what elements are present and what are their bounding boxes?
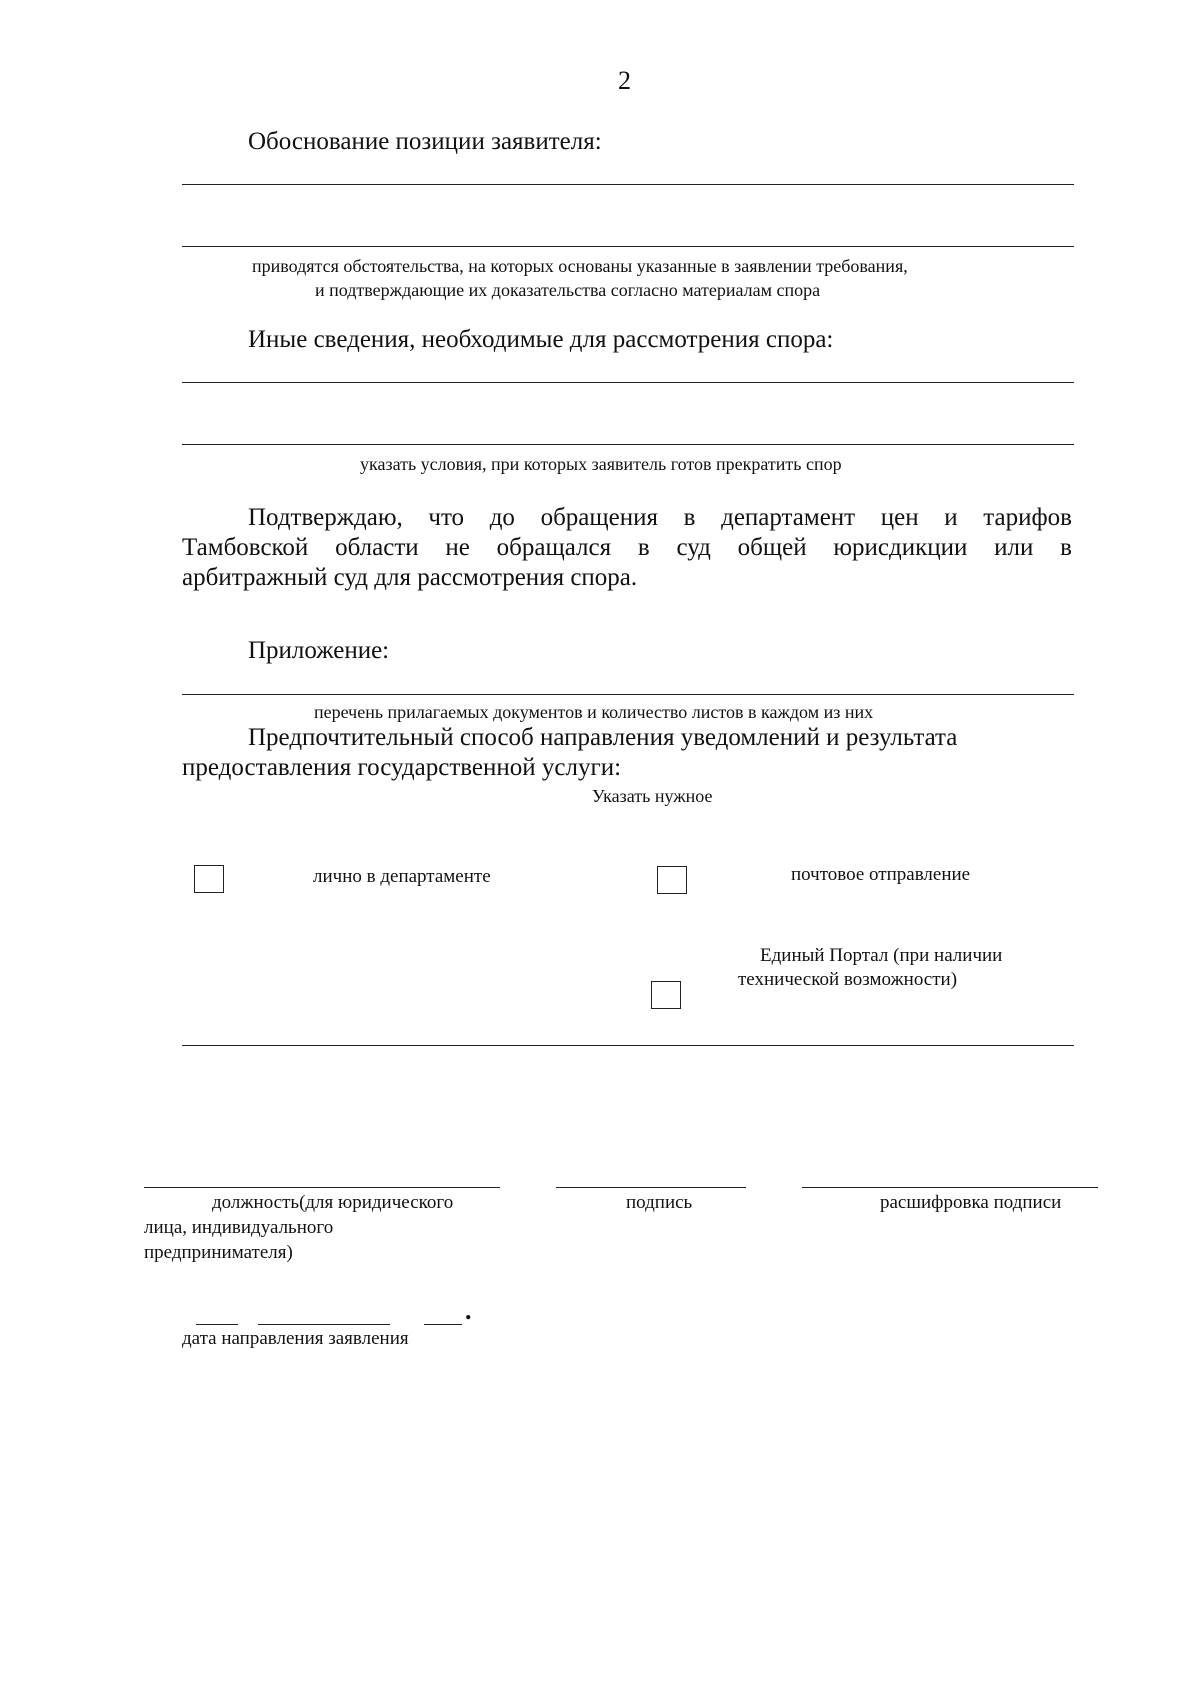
justification-heading: Обоснование позиции заявителя:: [248, 128, 602, 155]
position-label-line-2: лица, индивидуального: [144, 1217, 334, 1238]
other-info-hint: указать условия, при которых заявитель готов прекратить спор: [360, 454, 842, 474]
decoding-line[interactable]: [802, 1187, 1098, 1188]
confirmation-word: Подтверждаю,: [248, 504, 403, 531]
in-person-checkbox[interactable]: [194, 865, 224, 893]
signature-label: подпись: [626, 1192, 693, 1213]
position-label-line-3: предпринимателя): [144, 1242, 293, 1263]
confirmation-word: в: [637, 534, 650, 561]
confirmation-word: обращался: [496, 534, 612, 561]
date-year-line[interactable]: [424, 1324, 462, 1325]
portal-checkbox[interactable]: [651, 981, 681, 1009]
confirmation-word: что: [428, 504, 465, 531]
attachments-heading: Приложение:: [248, 637, 390, 664]
attachments-hint: перечень прилагаемых документов и количество листов в каждом из них: [314, 702, 874, 722]
confirmation-word: до: [489, 504, 515, 531]
decoding-label: расшифровка подписи: [880, 1192, 1062, 1213]
position-label-line-1: должность(для юридического: [212, 1192, 454, 1213]
confirmation-word: юрисдикции: [833, 534, 968, 561]
confirmation-word: в: [1060, 534, 1072, 561]
notification-hint: Указать нужное: [592, 786, 713, 806]
confirmation-line-3: арбитражный суд для рассмотрения спора.: [182, 564, 638, 591]
portal-label-line-2: технической возможности): [738, 969, 958, 990]
confirmation-word: департамент: [721, 504, 856, 531]
justification-hint-line-2: и подтверждающие их доказательства согласно материалам спора: [315, 280, 821, 300]
confirmation-word: обращения: [540, 504, 658, 531]
justification-line-2[interactable]: [182, 246, 1074, 247]
other-info-line-1[interactable]: [182, 382, 1074, 383]
confirmation-word: или: [994, 534, 1034, 561]
postal-checkbox[interactable]: [657, 866, 687, 894]
notification-heading-line-2: предоставления государственной услуги:: [182, 754, 622, 781]
confirmation-word: в: [683, 504, 696, 531]
confirmation-line-1: [248, 504, 1072, 532]
confirmation-word: Тамбовской: [182, 534, 309, 561]
confirmation-line-2: [182, 534, 1072, 562]
date-dot: .: [465, 1296, 472, 1325]
other-info-line-2[interactable]: [182, 444, 1074, 445]
confirmation-word: тарифов: [983, 504, 1072, 531]
confirmation-word: цен: [880, 504, 919, 531]
confirmation-word: и: [944, 504, 958, 531]
justification-line-1[interactable]: [182, 184, 1074, 185]
other-info-heading: Иные сведения, необходимые для рассмотрения спора:: [248, 326, 834, 353]
justification-hint-line-1: приводятся обстоятельства, на которых основаны указанные в заявлении требования,: [252, 256, 908, 276]
confirmation-word: области: [335, 534, 419, 561]
page-number: 2: [618, 66, 631, 95]
attachments-line[interactable]: [182, 694, 1074, 695]
notification-bottom-line: [182, 1045, 1074, 1046]
in-person-label: лично в департаменте: [313, 866, 491, 887]
confirmation-word: суд: [676, 534, 711, 561]
confirmation-word: общей: [737, 534, 807, 561]
notification-heading-line-1: Предпочтительный способ направления уведомлений и результата: [248, 724, 958, 751]
position-line[interactable]: [144, 1187, 500, 1188]
postal-label: почтовое отправление: [791, 864, 971, 885]
confirmation-word: не: [445, 534, 470, 561]
date-day-line[interactable]: [196, 1324, 238, 1325]
date-month-line[interactable]: [258, 1324, 390, 1325]
date-label: дата направления заявления: [182, 1328, 409, 1349]
portal-label-line-1: Единый Портал (при наличии: [760, 945, 1003, 966]
signature-line[interactable]: [556, 1187, 746, 1188]
